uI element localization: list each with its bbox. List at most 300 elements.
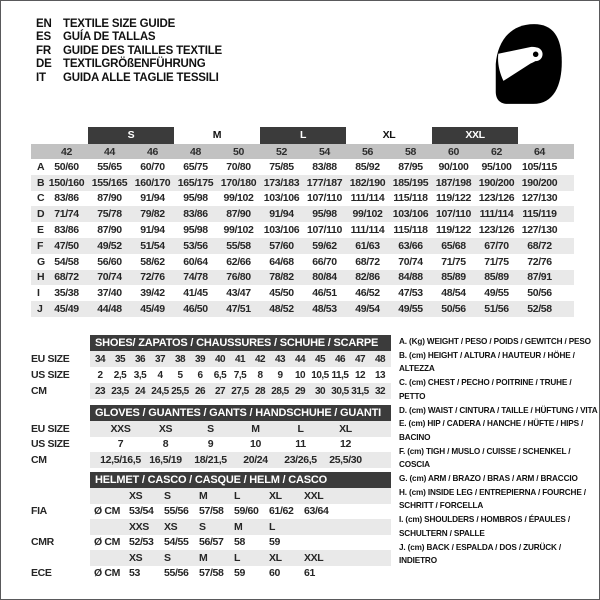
row-values [45,161,561,173]
measurement-value: 99/102 [223,224,254,237]
row-label: G [37,255,45,268]
measurement-value: 87/90 [226,208,251,221]
shoe-size-value: 27 [214,385,226,397]
table-row-i [31,285,574,301]
row-values [90,437,391,453]
helmet-size-header: XL [269,551,282,564]
size-header: 62 [491,145,502,158]
helmet-size-header: S [164,551,171,564]
shoe-size-value: 2 [97,369,103,381]
measurement-value: 103/106 [392,208,429,221]
textile-size-table [31,127,574,317]
measurement-value: 64/68 [269,255,294,268]
lang-code: FR [36,44,51,57]
value-cells [120,505,330,517]
shoes-table [31,335,391,399]
measurement-value: 53/56 [183,239,208,252]
gloves-us-row [31,437,391,453]
helmet-size-value: 57/58 [199,567,224,580]
measurement-value: 85/92 [355,160,380,173]
helmet-size-header: XXL [304,551,324,564]
size-header: 52 [276,145,287,158]
shoe-size-value: 6,5 [213,369,227,381]
row-label: CM [31,385,47,397]
measurement-value: 111/114 [350,192,385,205]
legend-item: E. (cm) HIP / CADERA / HANCHE / HÜFTE / HIPS / BACINO [399,419,584,442]
helmet-size-value: 55/56 [164,567,189,580]
measurement-value: 47/50 [54,239,79,252]
measurement-value: 95/98 [312,208,337,221]
size-header: 60 [448,145,459,158]
table-row-b [31,175,574,191]
helmet-size-value: 60 [269,567,280,580]
measurement-value: 190/200 [521,176,558,189]
gloves-title-bar: GLOVES / GUANTES / GANTS / HANDSCHUHE / GUANTI [90,405,391,421]
glove-size-value: 23/26,5 [284,453,317,466]
table-row-j [31,301,574,317]
measurement-value: 79/82 [140,208,165,221]
row-label: C [37,192,45,205]
lang-code: EN [36,18,52,30]
row-label: I [37,287,40,300]
legend-item: G. (cm) ARM / BRAZO / BRAS / ARM / BRACCIO [399,474,578,484]
measurement-value: 68/72 [54,271,79,284]
row-label: ECE [31,567,52,580]
measurement-value: 87/95 [398,160,423,173]
row-label: CM [31,453,47,466]
row-label: D [37,208,45,221]
measurement-value: 85/89 [484,271,509,284]
shoe-size-value: 39 [194,353,206,365]
measurement-value: 48/52 [269,303,294,316]
helmet-size-header: L [234,489,241,502]
shoe-size-value: 36 [134,353,146,365]
size-header: 56 [362,145,373,158]
row-label: A [37,160,45,173]
shoe-size-value: 32 [374,385,386,397]
measurement-value: 182/190 [349,176,386,189]
measurement-value: 84/88 [398,271,423,284]
row-values [45,177,561,189]
measurement-value: 71/75 [441,255,466,268]
unit-cell: Ø CM [94,536,121,549]
shoes-cm-row [31,383,391,399]
helmet-size-header: M [199,489,208,502]
size-header: 58 [405,145,416,158]
shoe-size-value: 44 [294,353,306,365]
measurement-value: 95/98 [183,192,208,205]
helmet-size-value: 61/62 [269,505,294,518]
measurement-value: 35/38 [54,287,79,300]
row-label: CMR [31,536,54,549]
measurement-value: 99/102 [223,192,254,205]
shoe-size-value: 13 [374,369,386,381]
measurement-value: 55/65 [97,160,122,173]
size-header: 44 [104,145,115,158]
measurement-value: 52/58 [527,303,552,316]
helmet-size-value: 58 [234,536,245,549]
measurement-value: 78/82 [269,271,294,284]
helmet-size-header: M [234,520,243,533]
row-values [90,351,391,367]
size-headers [45,146,561,158]
cmr-values-row [31,535,391,551]
glove-size-value: 10 [250,438,261,451]
helmet-size-value: 52/53 [129,536,154,549]
measurement-value: 70/74 [398,255,423,268]
row-values [45,303,561,315]
glove-size-value: 12,5/16,5 [100,453,141,466]
measurement-value: 60/64 [183,255,208,268]
measurement-value: 45/49 [140,303,165,316]
helmet-size-header: XXS [129,520,149,533]
measurement-value: 115/118 [393,224,428,237]
measurement-value: 91/94 [140,224,165,237]
size-header: 50 [233,145,244,158]
shoe-size-value: 41 [234,353,246,365]
measurement-value: 75/85 [269,160,294,173]
measurement-value: 45/49 [54,303,79,316]
glove-size-value: 7 [117,438,124,451]
fia-sizes-row [31,488,391,504]
size-header: 54 [319,145,330,158]
row-label: EU SIZE [31,422,70,435]
helmet-size-header: S [164,489,171,502]
sizes-header-row [31,144,574,159]
measurement-value: 177/187 [306,176,343,189]
group-header-xl: XL [382,129,396,141]
helmet-size-header: XS [164,520,178,533]
shoe-size-value: 43 [274,353,286,365]
legend-item: B. (cm) HEIGHT / ALTURA / HAUTEUR / HÖHE / ALTEZZA [399,350,575,374]
measurement-value: 83/86 [54,192,79,205]
measurement-value: 63/66 [398,239,423,252]
row-values [90,421,391,437]
shoe-size-value: 38 [174,353,186,365]
legend-item: A. (Kg) WEIGHT / PESO / POIDS / GEWITCH / PESO [399,337,591,346]
row-label: EU SIZE [31,353,70,365]
row-values [90,488,391,504]
measurement-value: 43/47 [226,287,251,300]
shoe-size-value: 37 [154,353,166,365]
helmet-size-header: XXL [304,489,324,502]
measurement-value: 49/55 [484,287,509,300]
legend-item: H. (cm) INSIDE LEG / ENTREPIERNA / FOURCHE / SCHRITT / FORCELLA [399,487,586,511]
table-row-f [31,238,574,254]
glove-size-value: XL [339,422,352,435]
racing-helmet-icon [489,21,567,112]
measurement-value: 46/52 [355,287,380,300]
measurement-value: 127/130 [521,192,558,205]
measurement-value: 65/75 [183,160,208,173]
measurement-value: 107/110 [436,208,471,221]
guide-title: GUIDA ALLE TAGLIE TESSILI [63,71,219,84]
measurement-value: 165/175 [177,176,214,189]
measurement-value: 61/63 [355,239,380,252]
row-label: B [37,176,45,189]
ece-values-row [31,566,391,582]
measurement-value: 111/114 [479,208,514,221]
value-cells [120,567,330,579]
table-row-d [31,206,574,222]
measurement-value: 58/62 [140,255,165,268]
unit-cell: Ø CM [94,567,121,580]
measurement-value: 103/106 [263,224,300,237]
legend-item: F. (cm) TIGH / MUSLO / CUISSE / SCHENKEL / COSCIA [399,446,571,470]
size-header: 42 [61,145,72,158]
gloves-table [31,405,391,468]
measurement-value: 59/62 [312,239,337,252]
fia-values-row [31,504,391,520]
measurement-value: 87/90 [97,192,122,205]
measurement-value: 47/53 [398,287,423,300]
shoe-size-value: 2,5 [113,369,127,381]
shoe-size-value: 23 [94,385,106,397]
row-values [90,566,391,582]
measurement-value: 170/180 [220,176,257,189]
helmet-size-header: M [199,551,208,564]
shoe-size-value: 46 [334,353,346,365]
shoe-size-value: 31,5 [351,385,369,397]
guide-title: GUÍA DE TALLAS [63,31,156,44]
measurement-value: 49/55 [398,303,423,316]
row-label: J [37,303,43,316]
measurement-value: 70/74 [97,271,122,284]
measurement-value: 56/60 [97,255,122,268]
shoe-size-value: 9 [277,369,283,381]
shoe-size-value: 23,5 [111,385,129,397]
shoe-size-value: 25,5 [171,385,189,397]
measurement-value: 41/45 [183,287,208,300]
helmet-size-header: L [269,520,276,533]
measurement-value: 47/51 [226,303,251,316]
value-cells [120,536,295,548]
helmet-size-value: 53/54 [129,505,154,518]
shoe-size-value: 6 [197,369,203,381]
legend-item: J. (cm) BACK / ESPALDA / DOS / ZURÜCK / INDIETRO [399,542,562,566]
guide-title: GUIDE DES TAILLES TEXTILE [63,44,222,57]
measurement-value: 54/58 [54,255,79,268]
shoe-size-value: 27,5 [231,385,249,397]
shoe-size-value: 11,5 [331,369,349,381]
glove-size-value: 20/24 [243,453,268,466]
measurement-value: 190/200 [478,176,515,189]
measurement-value: 66/70 [312,255,337,268]
table-row-e [31,222,574,238]
group-header-xxl: XXL [432,127,518,144]
shoe-size-value: 7,5 [233,369,247,381]
shoe-size-value: 10 [294,369,306,381]
legend-item: C. (cm) CHEST / PECHO / POITRINE / TRUHE / PETTO [399,378,572,401]
measurement-legend [399,335,599,568]
cmr-sizes-row [31,519,391,535]
ece-sizes-row [31,550,391,566]
helmet-size-value: 63/64 [304,505,329,518]
legend-item: I. (cm) SHOULDERS / HOMBROS / ÉPAULES / SCHULTERN / SPALLE [399,515,570,538]
measurement-value: 71/75 [484,255,509,268]
measurement-value: 103/106 [263,192,300,205]
measurement-value: 105/115 [522,160,557,173]
lang-code: ES [36,31,51,44]
measurement-value: 90/100 [438,160,469,173]
helmet-size-value: 59/60 [234,505,259,518]
measurement-value: 83/86 [183,208,208,221]
shoes-eu-row [31,351,391,367]
row-values [90,367,391,383]
size-headers [120,490,330,502]
lang-row-it [36,72,222,85]
group-header-s: S [88,127,174,144]
measurement-value: 74/78 [183,271,208,284]
measurement-value: 80/84 [312,271,337,284]
lang-row-en [36,18,222,31]
helmet-size-header: XL [269,489,282,502]
shoe-size-value: 30 [314,385,326,397]
shoe-size-value: 8 [257,369,263,381]
helmet-size-value: 54/55 [164,536,189,549]
legend-item: D. (cm) WAIST / CINTURA / TAILLE / HÜFTUNG / VITA [399,405,598,415]
size-header: 64 [534,145,545,158]
glove-size-value: S [207,422,214,435]
unit-cell: Ø CM [94,505,121,518]
measurement-value: 82/86 [355,271,380,284]
measurement-value: 71/74 [54,208,79,221]
row-values [90,452,391,468]
row-values [45,271,561,283]
measurement-value: 91/94 [269,208,294,221]
row-label: H [37,271,45,284]
measurement-value: 123/126 [478,224,515,237]
measurement-value: 68/72 [355,255,380,268]
shoe-size-value: 5 [177,369,183,381]
measurement-value: 95/98 [183,224,208,237]
shoes-title-bar: SHOES/ ZAPATOS / CHAUSSURES / SCHUHE / SCARPE [90,335,391,351]
table-row-g [31,254,574,270]
size-group-row [31,127,574,144]
size-headers [120,552,330,564]
measurement-value: 72/76 [527,255,552,268]
lang-row-es [36,31,222,44]
glove-size-value: 16,5/19 [149,453,182,466]
measurement-value: 187/198 [435,176,472,189]
measurement-value: 107/110 [307,224,342,237]
measurement-value: 123/126 [478,192,515,205]
row-values [45,208,561,220]
measurement-value: 39/42 [140,287,165,300]
glove-size-value: 18/21,5 [194,453,227,466]
measurement-value: 45/50 [269,287,294,300]
measurement-value: 67/70 [484,239,509,252]
measurement-value: 83/88 [312,160,337,173]
measurement-value: 65/68 [441,239,466,252]
measurement-value: 99/102 [352,208,383,221]
measurement-value: 49/52 [97,239,122,252]
measurement-value: 111/114 [350,224,385,237]
shoe-size-value: 40 [214,353,226,365]
shoe-size-value: 12 [354,369,366,381]
measurement-value: 115/119 [522,208,557,221]
measurement-value: 44/48 [97,303,122,316]
row-values [90,383,391,399]
lang-row-fr [36,45,222,58]
helmet-size-value: 59 [234,567,245,580]
helmet-size-value: 53 [129,567,140,580]
measurement-value: 37/40 [97,287,122,300]
shoe-size-value: 10,5 [311,369,329,381]
measurement-value: 95/100 [481,160,512,173]
lang-code: DE [36,58,52,71]
language-title-block [36,18,222,85]
measurement-value: 57/60 [269,239,294,252]
shoes-us-row [31,367,391,383]
gloves-cm-row [31,452,391,468]
shoe-size-value: 24,5 [151,385,169,397]
helmet-size-header: XS [129,551,143,564]
helmet-size-value: 57/58 [199,505,224,518]
row-values [90,519,391,535]
glove-size-value: L [297,422,304,435]
group-header-l: L [260,127,346,144]
measurement-value: 48/53 [312,303,337,316]
measurement-value: 60/70 [140,160,165,173]
row-values [45,192,561,204]
measurement-value: 91/94 [140,192,165,205]
glove-size-value: XXS [110,422,131,435]
measurement-value: 87/91 [527,271,552,284]
glove-size-value: XS [158,422,173,435]
measurement-value: 155/165 [91,176,128,189]
glove-size-value: 25,5/30 [329,453,362,466]
row-values [45,240,561,252]
measurement-value: 51/56 [484,303,509,316]
glove-size-value: 9 [207,438,214,451]
guide-title: TEXTILE SIZE GUIDE [63,18,176,30]
shoe-size-value: 48 [374,353,386,365]
table-row-a [31,159,574,175]
row-label: E [37,224,44,237]
measurement-value: 51/54 [140,239,165,252]
helmet-size-header: L [234,551,241,564]
measurement-value: 119/122 [436,224,471,237]
gloves-eu-row [31,421,391,437]
shoe-size-value: 4 [157,369,163,381]
shoe-size-value: 3,5 [133,369,147,381]
row-values [45,224,561,236]
measurement-value: 62/66 [226,255,251,268]
shoe-size-value: 24 [134,385,146,397]
measurement-value: 50/56 [441,303,466,316]
helmet-size-value: 56/57 [199,536,224,549]
row-label: US SIZE [31,369,70,381]
measurement-value: 107/110 [307,192,342,205]
measurement-value: 46/51 [312,287,337,300]
helmet-size-value: 61 [304,567,315,580]
glove-size-value: M [251,422,260,435]
guide-title: TEXTILGRÖßENFÜHRUNG [63,58,206,71]
shoe-size-value: 29 [294,385,306,397]
measurement-value: 119/122 [436,192,471,205]
helmet-size-value: 59 [269,536,280,549]
shoe-size-value: 47 [354,353,366,365]
shoe-size-value: 42 [254,353,266,365]
measurement-value: 55/58 [226,239,251,252]
measurement-value: 70/80 [226,160,251,173]
table-row-c [31,191,574,207]
size-header: 48 [190,145,201,158]
shoe-size-value: 28,5 [271,385,289,397]
row-values [90,535,391,551]
shoe-size-value: 30,5 [331,385,349,397]
